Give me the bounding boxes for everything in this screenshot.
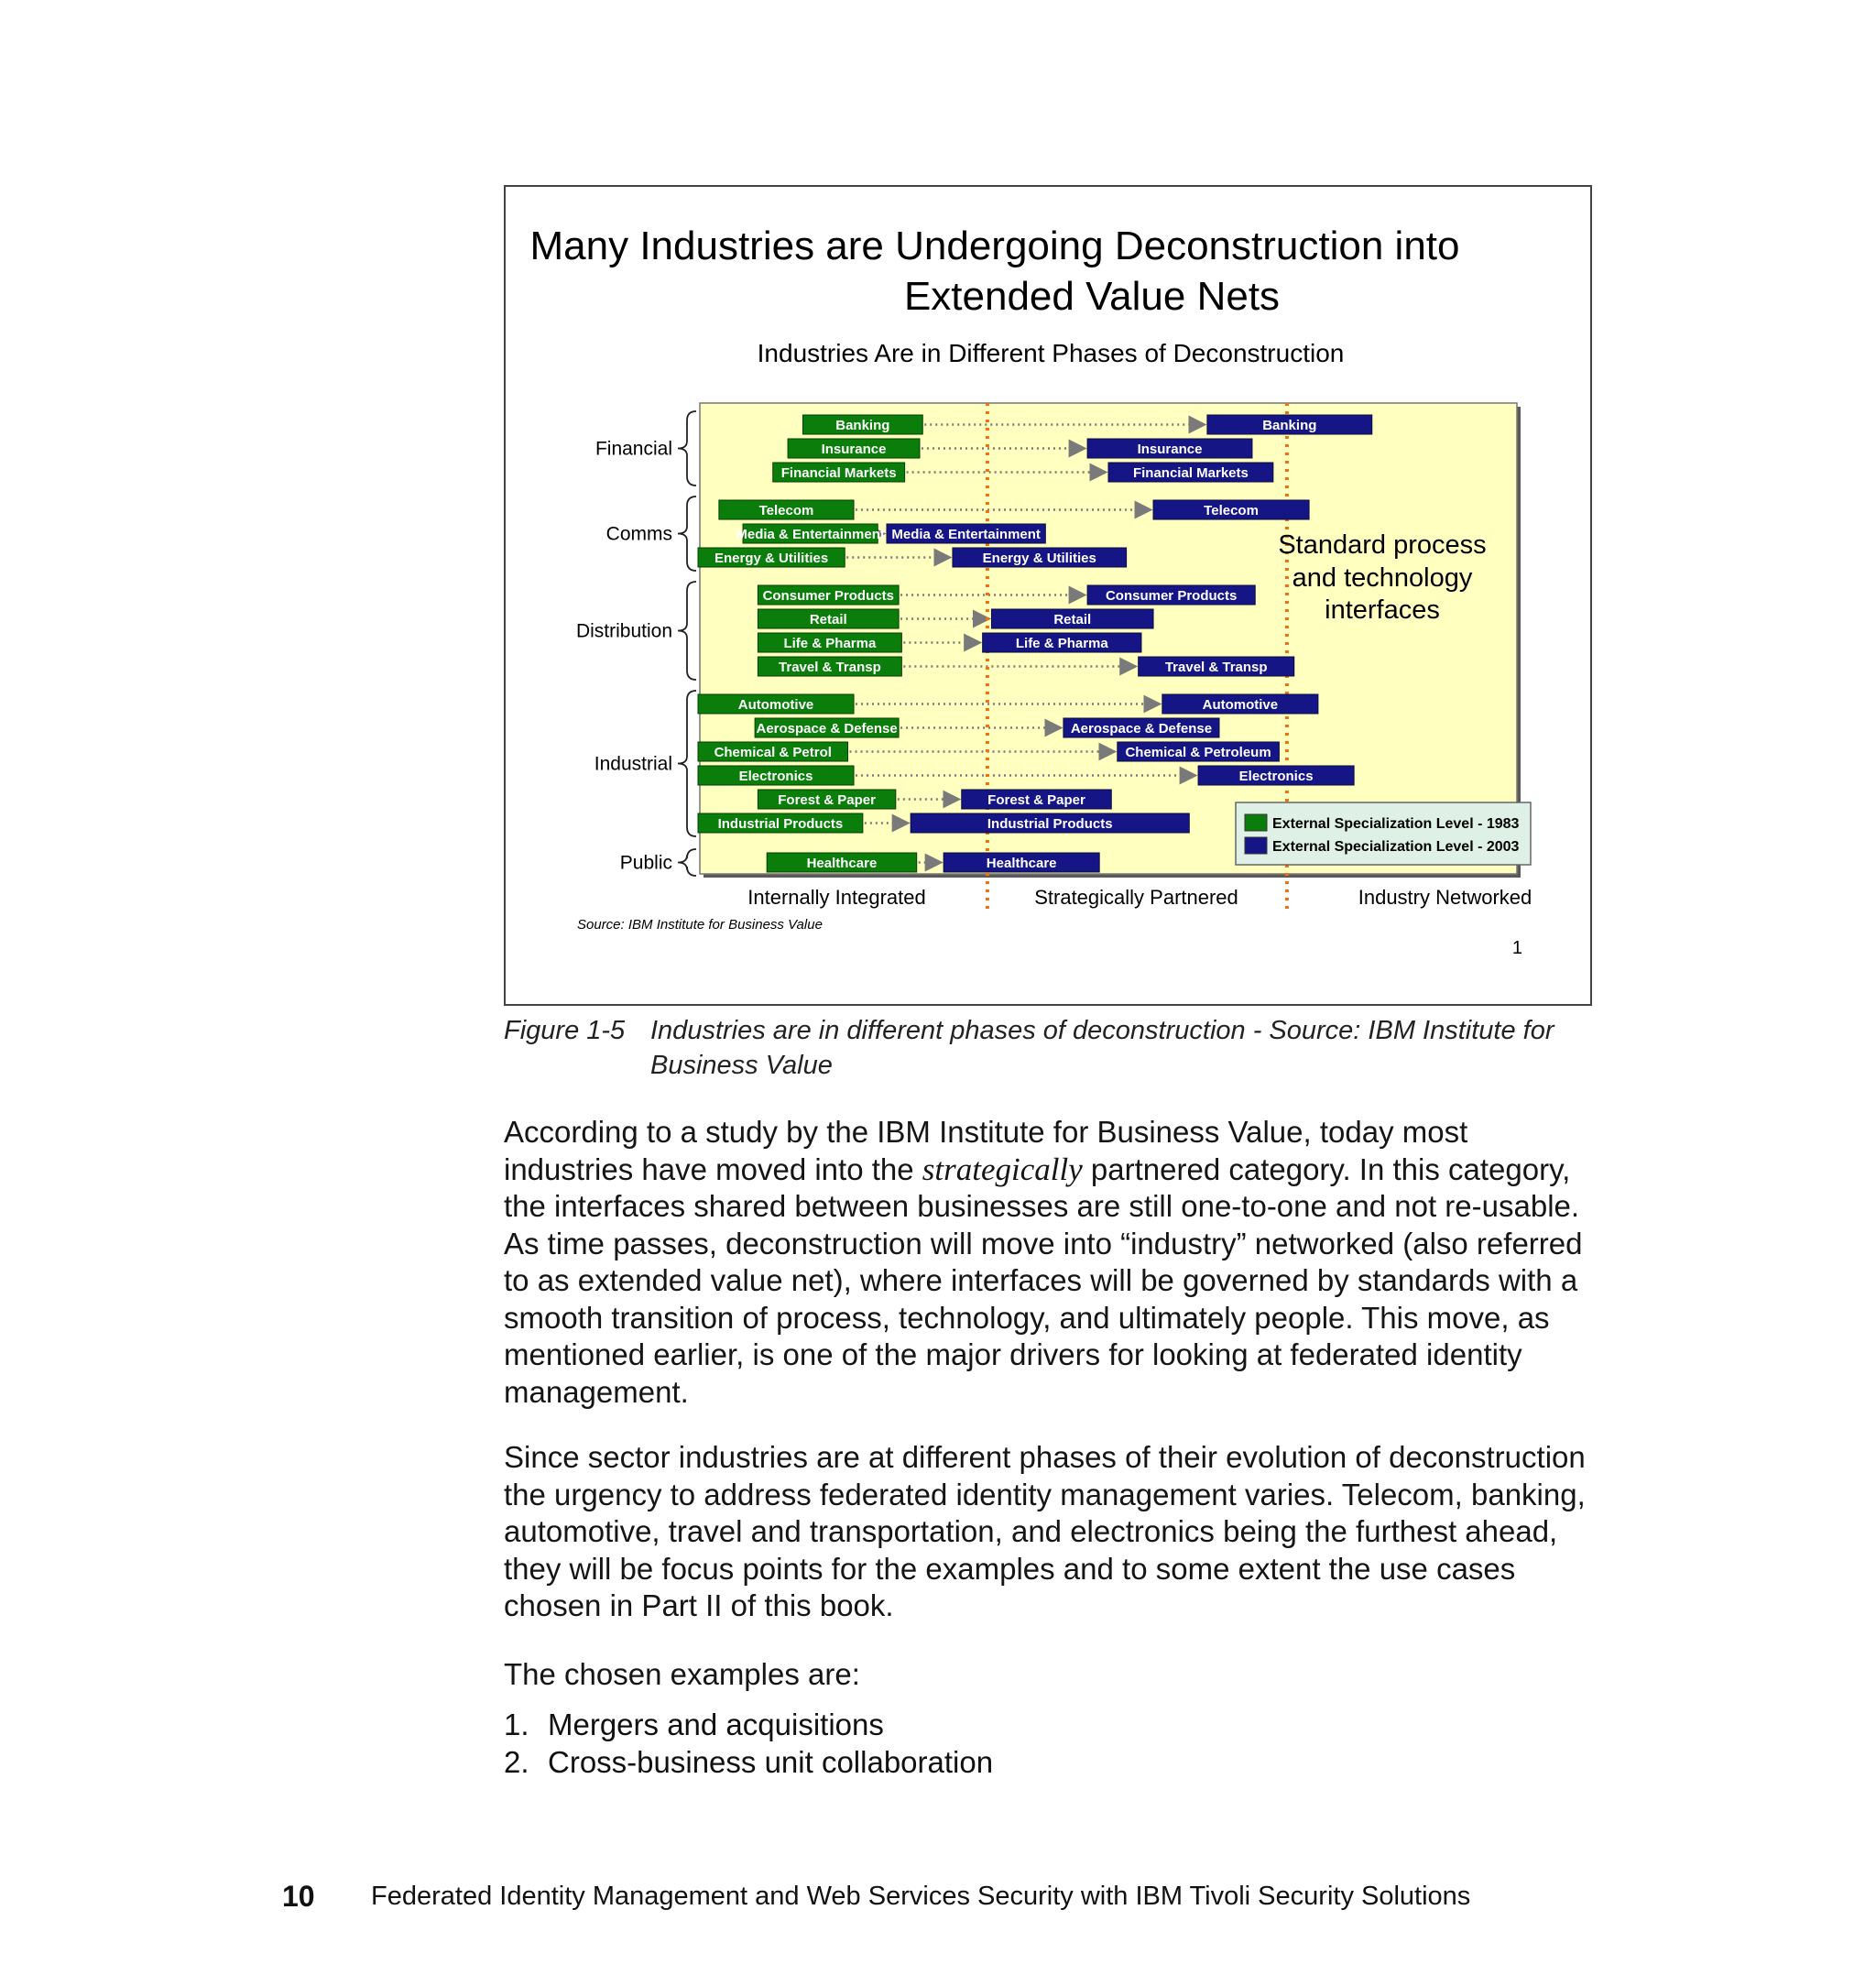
bar-1983-label: Media & Entertainment [736,527,885,542]
phase-labels [747,886,1532,909]
bar-2003-label: Energy & Utilities [982,551,1096,566]
bar-1983-label: Chemical & Petrol [714,745,832,760]
bar-2003-label: Electronics [1238,769,1314,784]
group-label: Public [619,852,672,874]
p1-text-b: partnered category. In this category, the interfaces shared between businesses are still one-to-one and not re-usable. As time passes, deconstruction will move into “industry” networked (also referred to as extended value net), where interfaces will be governed by standards with a smooth transition of process, technology, and ultimately people. This move, as mentioned earlier, is one of the major drivers for looking at federated identity management. [504,1151,1583,1409]
bar-2003-label: Industrial Products [987,816,1113,832]
group-bracket [678,849,696,876]
bar-2003-label: Aerospace & Defense [1070,721,1213,737]
list-item-number: 1. [504,1708,529,1741]
bar-1983-label: Financial Markets [780,465,897,481]
group-bracket [678,691,696,836]
bar-1983-label: Automotive [737,697,814,713]
legend-label-1983: External Specialization Level - 1983 [1272,816,1520,832]
bar-2003-label: Media & Entertainment [891,527,1041,542]
bar-1983-label: Insurance [821,442,887,457]
side-note-line2: and technology [1292,563,1473,593]
list-item-number: 2. [504,1744,529,1779]
bar-2003-label: Financial Markets [1132,465,1249,481]
group-labels [576,439,672,874]
group-label: Industrial [594,753,672,775]
body-paragraph-1 [504,1114,1603,1411]
bar-2003-label: Retail [1053,612,1092,627]
list-item [504,1744,993,1782]
bar-1983-label: Life & Pharma [783,636,877,651]
group-bracket [678,496,696,571]
list-item-text: Mergers and acquisitions [548,1708,884,1741]
bar-2003-label: Travel & Transp [1164,660,1268,675]
caption-text: Industries are in different phases of deconstruction - Source: IBM Institute for [650,1016,1554,1045]
group-bracket [678,411,696,486]
legend-label-2003: External Specialization Level - 2003 [1272,839,1520,855]
bar-1983-label: Electronics [738,769,813,784]
caption-number: Figure 1-5 [504,1016,626,1045]
p1-text-a: According to a study by the IBM Institute for Business Value, today most industries have moved into the [504,1115,1468,1186]
bar-1983-label: Energy & Utilities [714,551,829,566]
chart-title-line2: Extended Value Nets [903,274,1281,319]
side-note-line1: Standard process [1278,530,1487,560]
body-paragraph-2: Since sector industries are at different phases of their evolution of deconstruction the urgency to address federated identity management varies. Telecom, banking, automotive, travel and transportation, and electronics being the furthest ahead, they will be focus points for the examples and to some extent the use cases chosen in Part II of this book. [504,1440,1586,1622]
bar-2003-label: Consumer Products [1105,588,1238,604]
phase-label: Strategically Partnered [1034,886,1238,909]
running-footer-title: Federated Identity Management and Web Services Security with IBM Tivoli Security Solutions [371,1882,1471,1911]
legend-swatch-2003 [1245,837,1267,854]
bar-1983-label: Travel & Transp [779,660,881,675]
bar-1983-label: Aerospace & Defense [756,721,898,737]
group-label: Financial [594,438,672,460]
bar-2003-label: Forest & Paper [987,792,1085,808]
group-bracket [678,582,696,680]
p1-emphasis: strategically [922,1151,1083,1187]
bar-1983-label: Banking [835,418,890,433]
list-item [504,1707,993,1744]
legend-swatch-1983 [1245,814,1267,831]
bar-1983-label: Forest & Paper [778,792,876,808]
caption-text-cont: Business Value [650,1051,833,1080]
slide-number: 1 [1511,938,1522,958]
bar-2003-label: Healthcare [986,856,1057,871]
group-brackets [678,411,696,876]
group-label: Distribution [575,620,672,642]
bar-2003-label: Life & Pharma [1015,636,1108,651]
bar-2003-label: Telecom [1204,503,1259,518]
page-number: 10 [282,1880,315,1913]
bar-1983-label: Retail [809,612,847,627]
phase-label: Internally Integrated [747,886,926,909]
chart-source: Source: IBM Institute for Business Value [577,917,823,933]
body-paragraph-3: The chosen examples are: [504,1657,860,1691]
figure-caption [504,1013,1603,1083]
bar-2003-label: Chemical & Petroleum [1125,745,1271,760]
bar-1983-label: Healthcare [806,856,878,871]
list-item-text: Cross-business unit collaboration [548,1744,994,1779]
bar-1983-label: Telecom [758,503,814,518]
group-label: Comms [605,523,672,545]
bar-1983-label: Consumer Products [762,588,894,604]
phase-label: Industry Networked [1358,886,1532,909]
chart-subtitle: Industries Are in Different Phases of Deconstruction [757,339,1345,367]
legend-box [1236,802,1531,865]
bar-2003-label: Insurance [1137,442,1203,457]
bar-2003-label: Banking [1262,418,1317,433]
figure-frame [504,185,1592,1006]
bar-1983-label: Industrial Products [717,816,844,832]
chart-legend [1236,802,1531,865]
side-note-line3: interfaces [1325,595,1440,625]
examples-list [504,1707,993,1781]
deconstruction-chart [506,187,1590,1004]
chart-title-line1: Many Industries are Undergoing Deconstruction into [529,224,1460,268]
bar-2003-label: Automotive [1202,697,1279,713]
